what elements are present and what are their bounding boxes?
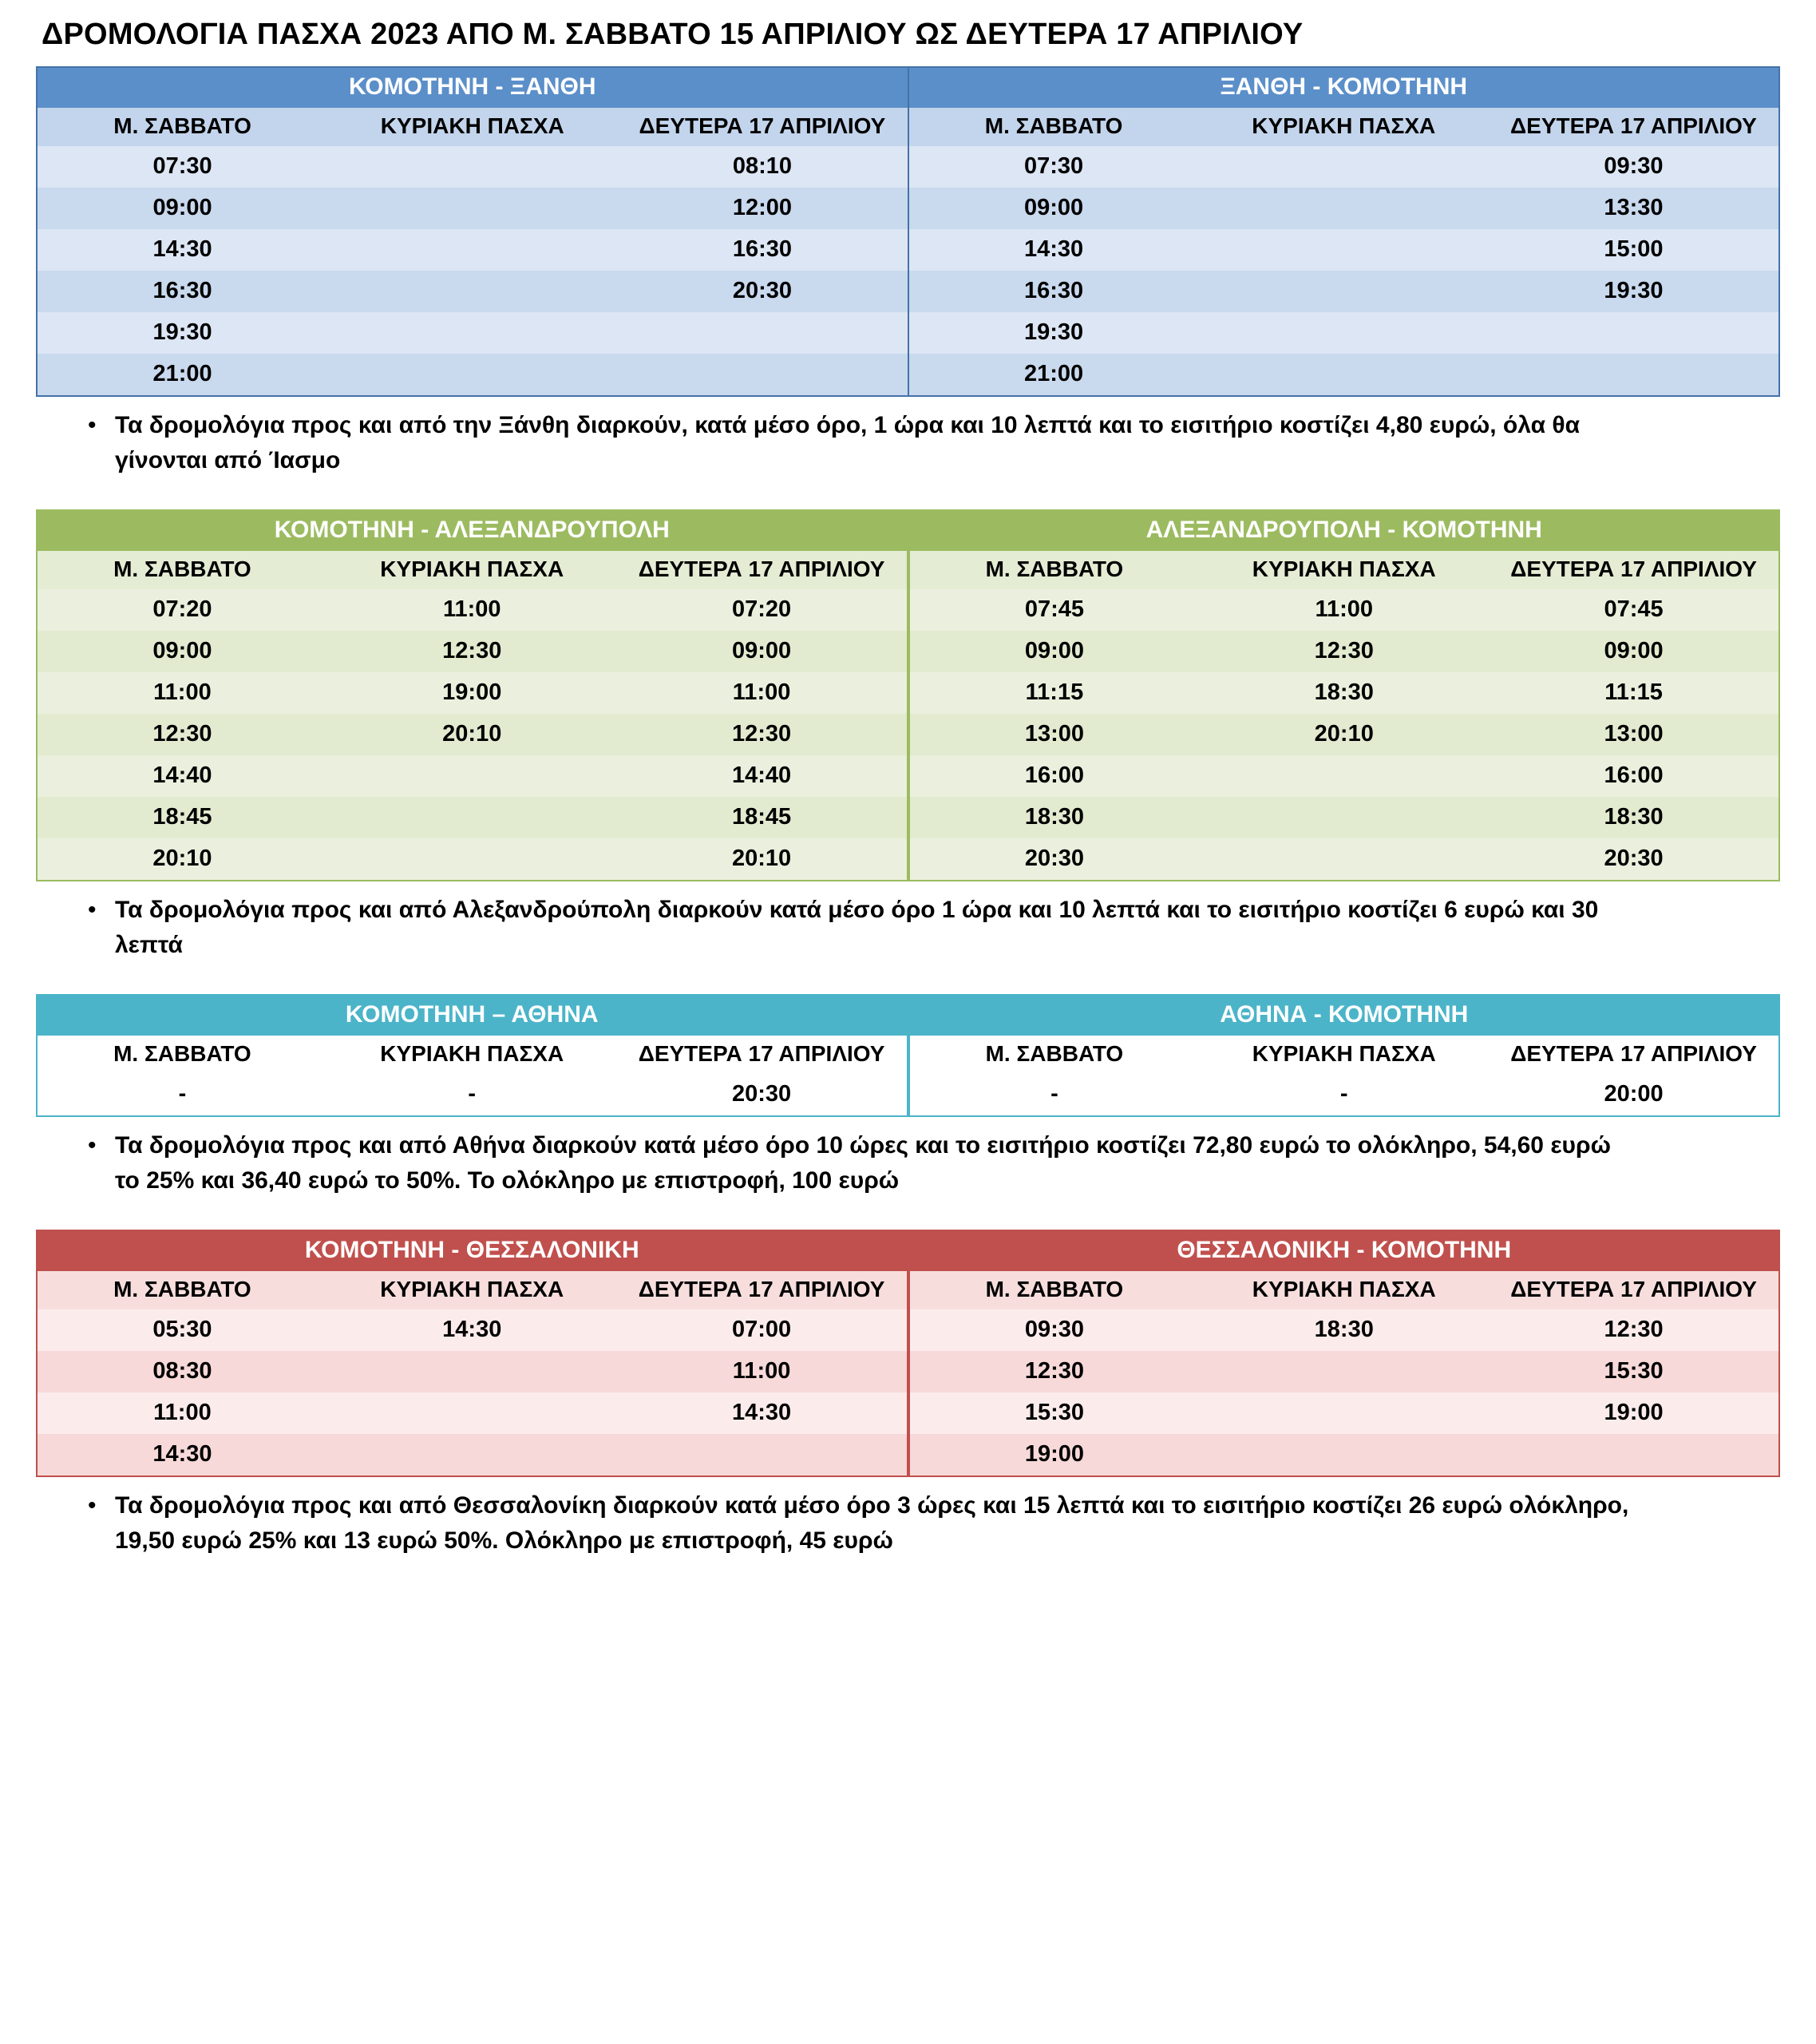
cell-monday: 09:00	[1604, 638, 1664, 664]
column-header: ΚΥΡΙΑΚΗ ΠΑΣΧΑ	[380, 557, 564, 581]
column-header: Μ. ΣΑΒΒΑΤΟ	[985, 557, 1124, 581]
cell-monday: 19:30	[1604, 278, 1664, 303]
column-header: ΔΕΥΤΕΡΑ 17 ΑΠΡΙΛΙΟΥ	[1510, 1277, 1757, 1301]
column-header: ΔΕΥΤΕΡΑ 17 ΑΠΡΙΛΙΟΥ	[638, 1277, 885, 1301]
table-row	[910, 797, 1779, 838]
cell-saturday: 09:00	[152, 638, 212, 664]
cell-monday: 09:30	[1604, 153, 1664, 179]
cell-saturday: 19:30	[152, 319, 212, 345]
table-header-row	[910, 1271, 1779, 1309]
column-header: Μ. ΣΑΒΒΑΤΟ	[113, 1041, 251, 1066]
section-title: ΑΘΗΝΑ - ΚΟΜΟΤΗΝΗ	[910, 996, 1779, 1036]
cell-saturday: 07:45	[1024, 596, 1084, 622]
cell-monday: 20:10	[731, 846, 792, 871]
table-row	[909, 229, 1779, 271]
column-header: Μ. ΣΑΒΒΑΤΟ	[113, 1277, 251, 1301]
cell-sunday: -	[468, 1081, 477, 1107]
cell-sunday	[1199, 271, 1489, 312]
table-row	[910, 755, 1779, 797]
cell-sunday: 11:00	[1315, 596, 1374, 622]
column-header: ΚΥΡΙΑΚΗ ΠΑΣΧΑ	[1252, 1277, 1436, 1301]
cell-saturday: 09:00	[152, 195, 212, 220]
cell-monday: 07:20	[731, 596, 792, 622]
table-row	[38, 797, 907, 838]
table-row	[910, 672, 1779, 714]
column-header: Μ. ΣΑΒΒΑΤΟ	[113, 113, 251, 138]
table-row	[910, 631, 1779, 672]
section-title: ΚΟΜΟΤΗΝΗ - ΘΕΣΣΑΛΟΝΙΚΗ	[38, 1231, 907, 1271]
table-row	[910, 1074, 1779, 1115]
cell-sunday	[327, 1351, 617, 1392]
cell-sunday: 14:30	[442, 1317, 502, 1342]
cell-saturday: 14:40	[152, 763, 212, 788]
table-row	[38, 312, 908, 354]
cell-saturday: 07:20	[152, 596, 212, 622]
cell-monday: 12:30	[731, 721, 792, 747]
column-header: ΔΕΥΤΕΡΑ 17 ΑΠΡΙΛΙΟΥ	[1510, 113, 1757, 138]
cell-saturday: 21:00	[1024, 361, 1084, 386]
notes-xanthi	[24, 408, 1792, 477]
note-item	[88, 408, 1792, 477]
schedule-half-komotini-xanthi	[36, 66, 908, 397]
cell-sunday	[1199, 354, 1489, 395]
cell-saturday: 14:30	[152, 1441, 212, 1467]
cell-sunday	[1199, 1351, 1489, 1392]
table-header-row	[38, 1271, 907, 1309]
cell-monday: 08:10	[732, 153, 793, 179]
note-text: Τα δρομολόγια προς και από την Ξάνθη διαρκούν, κατά μέσο όρο, 1 ώρα και 10 λεπτά και το εισιτήριο κοστίζει 4,80 ευρώ, όλα θα γίνονται από Ίασμο	[115, 412, 1581, 473]
cell-saturday: 08:30	[152, 1358, 212, 1384]
cell-sunday	[1199, 1392, 1489, 1434]
cell-saturday: 12:30	[152, 721, 212, 747]
cell-sunday: 12:30	[442, 638, 502, 664]
table-row	[38, 271, 908, 312]
column-header: ΔΕΥΤΕΡΑ 17 ΑΠΡΙΛΙΟΥ	[638, 1041, 885, 1066]
cell-sunday	[1199, 1434, 1489, 1476]
table-header-row	[909, 108, 1779, 146]
column-header: ΚΥΡΙΑΚΗ ΠΑΣΧΑ	[380, 113, 564, 138]
cell-monday: 11:15	[1604, 679, 1663, 705]
schedule-section-athina	[36, 994, 1780, 1117]
cell-monday	[617, 1434, 907, 1476]
cell-monday: 13:00	[1604, 721, 1664, 747]
table-row	[910, 589, 1779, 631]
cell-monday: 18:45	[731, 804, 792, 830]
section-title: ΚΟΜΟΤΗΝΗ – ΑΘΗΝΑ	[38, 996, 907, 1036]
cell-sunday: -	[1339, 1081, 1348, 1107]
cell-saturday: 18:30	[1024, 804, 1084, 830]
cell-saturday: 12:30	[1024, 1358, 1084, 1384]
table-row	[38, 631, 907, 672]
cell-sunday: 11:00	[442, 596, 501, 622]
page-title: ΔΡΟΜΟΛΟΓΙΑ ΠΑΣΧΑ 2023 ΑΠΟ Μ. ΣΑΒΒΑΤΟ 15 ΑΠΡΙΛΙΟΥ ΩΣ ΔΕΥΤΕΡΑ 17 ΑΠΡΙΛΙΟΥ	[42, 18, 1304, 51]
table-row	[909, 271, 1779, 312]
section-title: ΚΟΜΟΤΗΝΗ - ΞΑΝΘΗ	[38, 68, 908, 108]
column-header: Μ. ΣΑΒΒΑΤΟ	[984, 113, 1123, 138]
column-header: ΚΥΡΙΑΚΗ ΠΑΣΧΑ	[380, 1277, 564, 1301]
table-row	[38, 354, 908, 395]
column-header: ΚΥΡΙΑΚΗ ΠΑΣΧΑ	[1252, 557, 1436, 581]
cell-saturday: 11:00	[153, 679, 212, 705]
notes-thessaloniki	[24, 1488, 1792, 1558]
column-header: Μ. ΣΑΒΒΑΤΟ	[985, 1041, 1124, 1066]
cell-monday: 20:30	[731, 1081, 792, 1107]
cell-sunday: 18:30	[1314, 679, 1374, 705]
cell-monday: 20:30	[732, 278, 793, 303]
cell-sunday	[1199, 755, 1489, 797]
cell-saturday: 07:30	[1024, 153, 1084, 179]
cell-monday	[1489, 1434, 1778, 1476]
table-row	[910, 838, 1779, 880]
cell-saturday: 16:30	[1024, 278, 1084, 303]
cell-monday: 09:00	[731, 638, 792, 664]
table-row	[38, 1351, 907, 1392]
cell-monday: 07:00	[731, 1317, 792, 1342]
table-row	[38, 755, 907, 797]
cell-sunday	[1199, 797, 1489, 838]
cell-sunday	[1199, 146, 1489, 188]
table-header-row	[38, 108, 908, 146]
cell-saturday: 19:00	[1024, 1441, 1084, 1467]
column-header: ΚΥΡΙΑΚΗ ΠΑΣΧΑ	[1252, 1041, 1436, 1066]
table-row	[910, 714, 1779, 755]
table-row	[910, 1309, 1779, 1351]
cell-monday: 12:30	[1604, 1317, 1664, 1342]
cell-monday: 20:30	[1604, 846, 1664, 871]
schedule-half-xanthi-komotini	[908, 66, 1781, 397]
table-header-row	[910, 1036, 1779, 1074]
cell-saturday: 11:00	[153, 1400, 212, 1425]
bullet-marker: •	[88, 1132, 97, 1159]
cell-sunday	[327, 755, 617, 797]
notes-alexandroupoli	[24, 893, 1792, 962]
cell-monday: 18:30	[1604, 804, 1664, 830]
schedule-section-thessaloniki	[36, 1230, 1780, 1477]
schedule-section-alexandroupoli	[36, 509, 1780, 881]
bullet-marker: •	[88, 1492, 97, 1519]
cell-saturday: 14:30	[1024, 236, 1084, 262]
column-header: ΚΥΡΙΑΚΗ ΠΑΣΧΑ	[1252, 113, 1436, 138]
column-header: ΔΕΥΤΕΡΑ 17 ΑΠΡΙΛΙΟΥ	[1510, 1041, 1757, 1066]
cell-saturday: 07:30	[152, 153, 212, 179]
cell-sunday	[1199, 312, 1489, 354]
table-row	[909, 354, 1779, 395]
cell-sunday	[327, 838, 617, 880]
cell-monday: 14:40	[731, 763, 792, 788]
table-row	[38, 1392, 907, 1434]
table-header-row	[910, 551, 1779, 589]
cell-saturday: 15:30	[1024, 1400, 1084, 1425]
column-header: Μ. ΣΑΒΒΑΤΟ	[985, 1277, 1124, 1301]
cell-monday	[1489, 312, 1778, 354]
cell-sunday: 20:10	[1314, 721, 1374, 747]
cell-sunday	[327, 188, 617, 229]
schedule-half-komotini-athina	[36, 994, 908, 1117]
cell-sunday	[327, 797, 617, 838]
cell-saturday: 18:45	[152, 804, 212, 830]
cell-monday: 15:00	[1604, 236, 1664, 262]
column-header: ΔΕΥΤΕΡΑ 17 ΑΠΡΙΛΙΟΥ	[639, 113, 886, 138]
cell-saturday: 16:30	[152, 278, 212, 303]
cell-saturday: -	[178, 1081, 187, 1107]
table-row	[38, 1434, 907, 1476]
cell-monday: 12:00	[732, 195, 793, 220]
cell-monday: 11:00	[732, 679, 791, 705]
schedule-half-thessaloniki-komotini	[908, 1230, 1781, 1477]
schedule-half-komotini-alexandroupoli	[36, 509, 908, 881]
column-header: ΔΕΥΤΕΡΑ 17 ΑΠΡΙΛΙΟΥ	[638, 557, 885, 581]
cell-sunday	[327, 354, 617, 395]
column-header: Μ. ΣΑΒΒΑΤΟ	[113, 557, 251, 581]
cell-sunday	[327, 1434, 617, 1476]
cell-saturday: 21:00	[152, 361, 212, 386]
cell-monday: 07:45	[1604, 596, 1664, 622]
column-header: ΚΥΡΙΑΚΗ ΠΑΣΧΑ	[380, 1041, 564, 1066]
cell-monday: 15:30	[1604, 1358, 1664, 1384]
table-row	[38, 229, 908, 271]
cell-sunday: 18:30	[1314, 1317, 1374, 1342]
section-title: ΑΛΕΞΑΝΔΡΟΥΠΟΛΗ - ΚΟΜΟΤΗΝΗ	[910, 511, 1779, 551]
table-row	[38, 146, 908, 188]
cell-saturday: 05:30	[152, 1317, 212, 1342]
table-row	[38, 188, 908, 229]
cell-sunday	[1199, 188, 1489, 229]
bullet-marker: •	[88, 897, 97, 923]
cell-saturday: 19:30	[1024, 319, 1084, 345]
table-row	[910, 1351, 1779, 1392]
table-row	[38, 589, 907, 631]
table-row	[910, 1434, 1779, 1476]
cell-monday	[1489, 354, 1778, 395]
schedule-half-komotini-thessaloniki	[36, 1230, 908, 1477]
cell-monday: 16:30	[732, 236, 793, 262]
cell-sunday	[1199, 838, 1489, 880]
cell-saturday: 20:10	[152, 846, 212, 871]
table-row	[909, 312, 1779, 354]
table-header-row	[38, 551, 907, 589]
cell-sunday: 12:30	[1314, 638, 1374, 664]
section-title: ΞΑΝΘΗ - ΚΟΜΟΤΗΝΗ	[909, 68, 1779, 108]
cell-monday	[617, 312, 907, 354]
section-title: ΚΟΜΟΤΗΝΗ - ΑΛΕΞΑΝΔΡΟΥΠΟΛΗ	[38, 511, 907, 551]
table-row	[909, 146, 1779, 188]
notes-athina	[24, 1128, 1792, 1198]
cell-saturday: 09:30	[1024, 1317, 1084, 1342]
note-item	[88, 1488, 1792, 1558]
cell-monday: 20:00	[1604, 1081, 1664, 1107]
cell-saturday: 09:00	[1024, 638, 1084, 664]
cell-sunday	[327, 1392, 617, 1434]
cell-saturday: 20:30	[1024, 846, 1084, 871]
cell-monday: 14:30	[731, 1400, 792, 1425]
cell-sunday: 19:00	[442, 679, 502, 705]
bullet-marker: •	[88, 412, 97, 438]
schedule-section-xanthi	[36, 66, 1780, 397]
cell-sunday: 20:10	[442, 721, 502, 747]
table-row	[38, 672, 907, 714]
cell-saturday: 13:00	[1024, 721, 1084, 747]
table-row	[38, 1309, 907, 1351]
cell-sunday	[327, 146, 617, 188]
cell-monday: 13:30	[1604, 195, 1664, 220]
cell-saturday: 09:00	[1024, 195, 1084, 220]
cell-sunday	[1199, 229, 1489, 271]
note-text: Τα δρομολόγια προς και από Θεσσαλονίκη διαρκούν κατά μέσο όρο 3 ώρες και 15 λεπτά και το εισιτήριο κοστίζει 26 ευρώ ολόκληρο, 19,50 ευρώ 25% και 13 ευρώ 50%. Ολόκληρο με επιστροφή, 45 ευρώ	[115, 1492, 1629, 1554]
cell-sunday	[327, 271, 617, 312]
cell-monday: 16:00	[1604, 763, 1664, 788]
cell-saturday: 11:15	[1025, 679, 1084, 705]
cell-monday: 11:00	[732, 1358, 791, 1384]
table-row	[910, 1392, 1779, 1434]
cell-saturday: 16:00	[1024, 763, 1084, 788]
cell-saturday: 14:30	[152, 236, 212, 262]
table-row	[38, 1074, 907, 1115]
note-text: Τα δρομολόγια προς και από Αθήνα διαρκούν κατά μέσο όρο 10 ώρες και το εισιτήριο κοστίζει 72,80 ευρώ το ολόκληρο, 54,60 ευρώ το 25% και 36,40 ευρώ το 50%. Το ολόκληρο με επιστροφή, 100 ευρώ	[115, 1132, 1611, 1194]
cell-monday	[617, 354, 907, 395]
table-row	[909, 188, 1779, 229]
note-item	[88, 1128, 1792, 1198]
table-row	[38, 714, 907, 755]
table-header-row	[38, 1036, 907, 1074]
cell-sunday	[327, 229, 617, 271]
note-item	[88, 893, 1792, 962]
column-header: ΔΕΥΤΕΡΑ 17 ΑΠΡΙΛΙΟΥ	[1510, 557, 1757, 581]
cell-monday: 19:00	[1604, 1400, 1664, 1425]
cell-saturday: -	[1050, 1081, 1058, 1107]
cell-sunday	[327, 312, 617, 354]
note-text: Τα δρομολόγια προς και από Αλεξανδρούπολη διαρκούν κατά μέσο όρο 1 ώρα και 10 λεπτά και το εισιτήριο κοστίζει 6 ευρώ και 30 λεπτά	[115, 897, 1599, 958]
schedule-half-athina-komotini	[908, 994, 1781, 1117]
table-row	[38, 838, 907, 880]
schedule-half-alexandroupoli-komotini	[908, 509, 1781, 881]
section-title: ΘΕΣΣΑΛΟΝΙΚΗ - ΚΟΜΟΤΗΝΗ	[910, 1231, 1779, 1271]
